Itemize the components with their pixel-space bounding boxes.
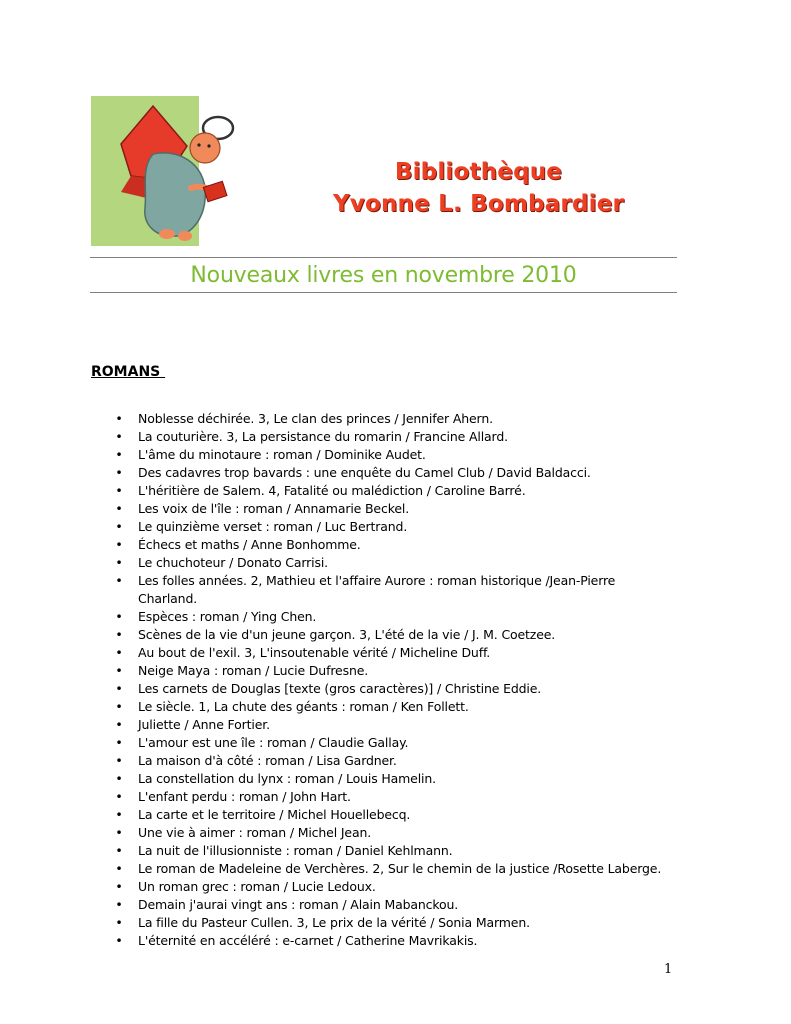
bullet-icon: • [115, 447, 123, 462]
book-entry: Une vie à aimer : roman / Michel Jean. [138, 825, 372, 840]
bullet-icon: • [115, 735, 123, 750]
bullet-icon: • [115, 555, 123, 570]
book-entry: Demain j'aurai vingt ans : roman / Alain Mabanckou. [138, 897, 459, 912]
book-entry: Le siècle. 1, La chute des géants : roman / Ken Follett. [138, 699, 469, 714]
list-item [115, 878, 675, 896]
list-item [115, 788, 675, 806]
bullet-icon: • [115, 609, 123, 624]
list-item [115, 914, 675, 932]
list-item [115, 428, 675, 446]
book-entry: Juliette / Anne Fortier. [138, 717, 270, 732]
list-item [115, 734, 675, 752]
list-item [115, 698, 675, 716]
book-entry: La carte et le territoire / Michel Houellebecq. [138, 807, 411, 822]
list-item [115, 896, 675, 914]
bullet-icon: • [115, 429, 123, 444]
bullet-icon: • [115, 933, 123, 948]
bullet-icon: • [115, 789, 123, 804]
list-item [115, 536, 675, 554]
bullet-icon: • [115, 879, 123, 894]
bullet-icon: • [115, 465, 123, 480]
bullet-icon: • [115, 501, 123, 516]
list-item [115, 716, 675, 734]
list-item [115, 482, 675, 500]
book-entry: L'héritière de Salem. 4, Fatalité ou malédiction / Caroline Barré. [138, 483, 526, 498]
bullet-icon: • [115, 897, 123, 912]
list-item [115, 608, 675, 626]
book-entry: Échecs et maths / Anne Bonhomme. [138, 537, 361, 552]
bullet-icon: • [115, 861, 123, 876]
book-entry: L'amour est une île : roman / Claudie Gallay. [138, 735, 409, 750]
book-entry: L'éternité en accéléré : e-carnet / Catherine Mavrikakis. [138, 933, 478, 948]
bullet-icon: • [115, 573, 123, 588]
bullet-icon: • [115, 411, 123, 426]
book-entry: Au bout de l'exil. 3, L'insoutenable vérité / Micheline Duff. [138, 645, 491, 660]
angel-reading-illustration [91, 96, 272, 246]
bullet-icon: • [115, 717, 123, 732]
book-entry: La constellation du lynx : roman / Louis Hamelin. [138, 771, 436, 786]
book-entry: Un roman grec : roman / Lucie Ledoux. [138, 879, 376, 894]
list-item [115, 752, 675, 770]
library-name-line2: Yvonne L. Bombardier [332, 191, 625, 217]
library-name-line1: Bibliothèque [394, 159, 563, 185]
book-entry: L'âme du minotaure : roman / Dominike Audet. [138, 447, 426, 462]
list-item [115, 518, 675, 536]
page-title: Nouveaux livres en novembre 2010 [190, 263, 577, 288]
book-entry: Des cadavres trop bavards : une enquête du Camel Club / David Baldacci. [138, 465, 591, 480]
bullet-icon: • [115, 915, 123, 930]
list-item [115, 680, 675, 698]
list-item [115, 842, 675, 860]
list-item [115, 662, 675, 680]
bullet-icon: • [115, 627, 123, 642]
bullet-icon: • [115, 663, 123, 678]
bullet-icon: • [115, 645, 123, 660]
book-entry: La couturière. 3, La persistance du romarin / Francine Allard. [138, 429, 508, 444]
list-item [115, 806, 675, 824]
bullet-icon: • [115, 483, 123, 498]
page-number: 1 [664, 962, 673, 977]
book-entry: Les folles années. 2, Mathieu et l'affaire Aurore : roman historique /Jean-Pierre Charland. [138, 573, 616, 606]
bullet-icon: • [115, 843, 123, 858]
list-item [115, 446, 675, 464]
bullet-icon: • [115, 681, 123, 696]
list-item [115, 824, 675, 842]
bullet-icon: • [115, 537, 123, 552]
list-item [115, 932, 675, 950]
divider-bottom [90, 292, 677, 293]
bullet-icon: • [115, 753, 123, 768]
book-entry: La maison d'à côté : roman / Lisa Gardner. [138, 753, 397, 768]
bullet-icon: • [115, 699, 123, 714]
book-entry: Les voix de l'île : roman / Annamarie Beckel. [138, 501, 410, 516]
section-heading-romans: ROMANS [91, 364, 166, 380]
bullet-icon: • [115, 825, 123, 840]
bullet-icon: • [115, 519, 123, 534]
list-item [115, 572, 675, 608]
list-item [115, 770, 675, 788]
book-entry: La nuit de l'illusionniste : roman / Daniel Kehlmann. [138, 843, 453, 858]
list-item [115, 860, 675, 878]
list-item [115, 626, 675, 644]
book-entry: Neige Maya : roman / Lucie Dufresne. [138, 663, 369, 678]
book-entry: Le quinzième verset : roman / Luc Bertrand. [138, 519, 408, 534]
book-entry: Espèces : roman / Ying Chen. [138, 609, 317, 624]
book-entry: Les carnets de Douglas [texte (gros caractères)] / Christine Eddie. [138, 681, 542, 696]
book-entry: Le roman de Madeleine de Verchères. 2, Sur le chemin de la justice /Rosette Laberge. [138, 861, 662, 876]
bullet-icon: • [115, 771, 123, 786]
book-entry: Le chuchoteur / Donato Carrisi. [138, 555, 328, 570]
book-entry: Scènes de la vie d'un jeune garçon. 3, L'été de la vie / J. M. Coetzee. [138, 627, 556, 642]
library-name [300, 156, 657, 220]
list-item [115, 464, 675, 482]
book-list [115, 410, 675, 950]
list-item [115, 410, 675, 428]
book-entry: La fille du Pasteur Cullen. 3, Le prix de la vérité / Sonia Marmen. [138, 915, 530, 930]
bullet-icon: • [115, 807, 123, 822]
book-entry: Noblesse déchirée. 3, Le clan des princes / Jennifer Ahern. [138, 411, 493, 426]
list-item [115, 644, 675, 662]
list-item [115, 554, 675, 572]
divider-top [90, 257, 677, 258]
book-entry: L'enfant perdu : roman / John Hart. [138, 789, 351, 804]
library-logo [91, 96, 272, 246]
list-item [115, 500, 675, 518]
